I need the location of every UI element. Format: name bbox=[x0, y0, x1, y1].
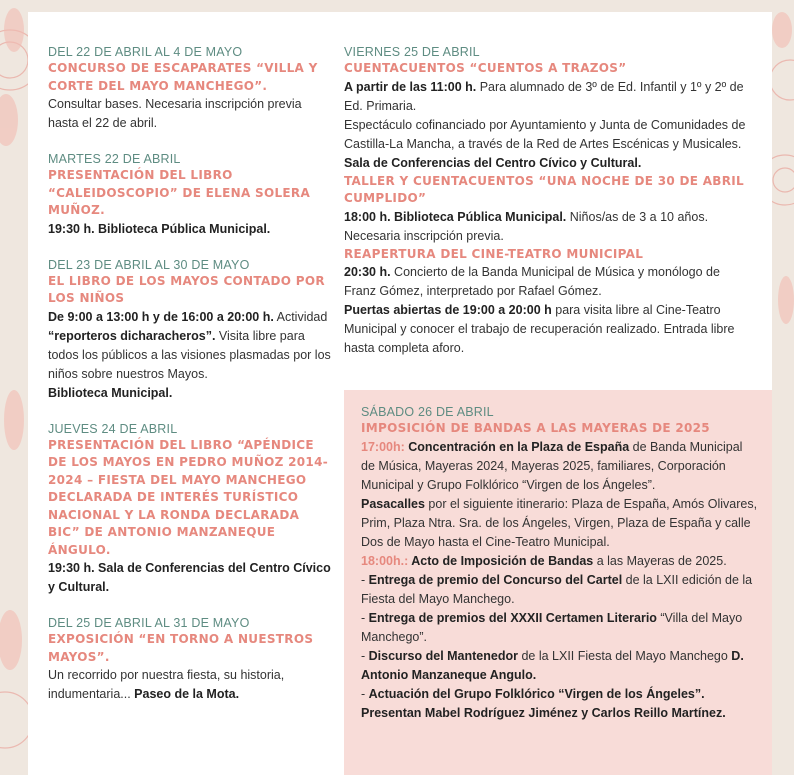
schedule-item bbox=[361, 571, 759, 609]
text-part: Espectáculo cofinanciado por Ayuntamiento y Junta de Comunidades de Castilla-La Mancha, a través de la Red de Artes Escénicas y Musicales. bbox=[344, 117, 746, 151]
text-part: “Villa del Mayo Manchego”. bbox=[361, 610, 743, 644]
text-part: para visita libre al Cine-Teatro Municipal y conocer el trabajo de recuperación realizado. Entrada libre hasta completa aforo. bbox=[344, 303, 735, 355]
event-time-place: 18:00 h. Biblioteca Pública Municipal. bbox=[344, 209, 567, 224]
text-part: Actividad bbox=[273, 309, 328, 324]
event-date: DEL 25 DE ABRIL AL 31 DE MAYO bbox=[48, 616, 250, 630]
presenters bbox=[361, 704, 759, 723]
event-text bbox=[344, 208, 752, 246]
event-time-place: 19:30 h. Sala de Conferencias del Centro Cívico y Cultural. bbox=[48, 561, 331, 594]
event-text bbox=[48, 666, 333, 704]
item-bold: Pasacalles bbox=[361, 496, 425, 511]
event-date: MARTES 22 DE ABRIL bbox=[48, 152, 181, 166]
event-time: A partir de las 11:00 h. bbox=[344, 79, 477, 94]
text-part: de la LXII Fiesta del Mayo Manchego bbox=[517, 648, 728, 663]
item-bold: Actuación del Grupo Folklórico “Virgen de los Ángeles”. bbox=[368, 686, 705, 701]
text-part: Niños/as de 3 a 10 años. Necesaria inscripción previa. bbox=[344, 209, 709, 243]
open-doors: Puertas abiertas de 19:00 a 20:00 h bbox=[344, 303, 552, 317]
event-text bbox=[344, 78, 752, 173]
event-date: SÁBADO 26 DE ABRIL bbox=[361, 405, 494, 419]
schedule-item bbox=[361, 552, 759, 571]
item-bold: Concentración en la Plaza de España bbox=[404, 439, 630, 454]
event-title: CUENTACUENTOS “CUENTOS A TRAZOS” bbox=[344, 61, 627, 75]
event-date: VIERNES 25 DE ABRIL bbox=[344, 45, 480, 59]
text-part: de Banda Municipal de Música, Mayeras 2024, Mayeras 2025, familiares, Corporación Municipal y Grupo Folklórico “Virgen de los Ángeles”. bbox=[361, 439, 743, 492]
event-text bbox=[48, 308, 333, 403]
event-title: EXPOSICIÓN “EN TORNO A NUESTROS MAYOS”. bbox=[48, 632, 314, 664]
dash: - bbox=[361, 648, 369, 663]
item-bold: Presentan Mabel Rodríguez Jiménez y Carlos Reillo Martínez. bbox=[361, 705, 726, 720]
event-time-place: 19:30 h. Biblioteca Pública Municipal. bbox=[48, 221, 271, 236]
event-place: Biblioteca Municipal. bbox=[48, 385, 173, 400]
text-part: a las Mayeras de 2025. bbox=[593, 553, 727, 568]
time-label: 18:00h.: bbox=[361, 553, 409, 568]
item-bold: Entrega de premios del XXXII Certamen Literario bbox=[368, 610, 657, 625]
event-title: CONCURSO DE ESCAPARATES “VILLA Y CORTE DEL MAYO MANCHEGO”. bbox=[48, 61, 318, 93]
schedule-item bbox=[361, 685, 759, 704]
event-place: Sala de Conferencias del Centro Cívico y Cultural. bbox=[344, 155, 642, 170]
item-bold: Entrega de premio del Concurso del Cartel bbox=[368, 572, 623, 587]
text-part: Visita libre para todos los públicos a las visiones plasmadas por los niños sobre nuestros Mayos. bbox=[48, 328, 331, 381]
event-exposicion bbox=[48, 615, 333, 704]
event-caleidoscopio bbox=[48, 151, 333, 239]
event-time: 20:30 h. bbox=[344, 265, 391, 279]
event-date: JUEVES 24 DE ABRIL bbox=[48, 421, 178, 436]
item-bold: D. Antonio Manzaneque Angulo. bbox=[361, 648, 744, 682]
left-column bbox=[48, 44, 333, 704]
schedule-item bbox=[361, 495, 759, 552]
text-part: Concierto de la Banda Municipal de Música y monólogo de Franz Gómez, interpretado por Rafael Gómez. bbox=[344, 265, 720, 298]
event-title: EL LIBRO DE LOS MAYOS CONTADO POR LOS NIÑOS bbox=[48, 273, 325, 305]
schedule-item bbox=[361, 647, 759, 685]
text-part: Para alumnado de 3º de Ed. Infantil y 1º y 2º de Ed. Primaria. bbox=[344, 79, 744, 113]
event-text: Consultar bases. Necesaria inscripción previa hasta el 22 de abril. bbox=[48, 97, 302, 130]
dash: - bbox=[361, 572, 369, 587]
event-place: Paseo de la Mota. bbox=[130, 687, 240, 701]
event-hours: De 9:00 a 13:00 h y de 16:00 a 20:00 h. bbox=[48, 309, 274, 324]
event-title: TALLER Y CUENTACUENTOS “UNA NOCHE DE 30 DE ABRIL CUMPLIDO” bbox=[344, 173, 744, 205]
text-part: por el siguiente itinerario: Plaza de España, Amós Olivares, Prim, Plaza Ntra. Sra. de los Ángeles, Virgen, Plaza de España y calle Dos de Mayo hasta el Cine-Teatro Municipal. bbox=[361, 496, 758, 549]
event-apendice bbox=[48, 421, 333, 598]
saturday-section bbox=[361, 404, 759, 723]
dash: - bbox=[361, 610, 369, 625]
text-part: de la LXII edición de la Fiesta del Mayo Manchego. bbox=[361, 572, 753, 606]
dash: - bbox=[361, 686, 369, 701]
item-bold: Discurso del Mantenedor bbox=[368, 648, 518, 663]
event-date: DEL 22 DE ABRIL AL 4 DE MAYO bbox=[48, 45, 243, 59]
item-bold: Acto de Imposición de Bandas bbox=[408, 553, 594, 568]
right-column bbox=[344, 44, 752, 358]
time-label: 17:00h: bbox=[361, 439, 405, 454]
event-date: DEL 23 DE ABRIL AL 30 DE MAYO bbox=[48, 257, 250, 272]
event-title: IMPOSICIÓN DE BANDAS A LAS MAYERAS DE 2025 bbox=[361, 421, 710, 435]
activity-name: “reporteros dicharacheros”. bbox=[48, 328, 216, 343]
event-text bbox=[344, 263, 752, 358]
schedule-item bbox=[361, 438, 759, 495]
event-title: PRESENTACIÓN DEL LIBRO “APÉNDICE DE LOS MAYOS EN PEDRO MUÑOZ 2014-2024 – FIESTA DEL MAYO MANCHEGO DECLARADA DE INTERÉS TURÍSTICO NACIONAL Y LA RONDA DECLARADA BIC” DE ANTONIO MANZANEQUE ÁNGULO. bbox=[48, 437, 329, 557]
schedule-item bbox=[361, 609, 759, 647]
event-title: PRESENTACIÓN DEL LIBRO “CALEIDOSCOPIO” DE ELENA SOLERA MUÑOZ. bbox=[48, 168, 311, 217]
event-libro-mayos bbox=[48, 257, 333, 403]
event-escaparates bbox=[48, 44, 333, 133]
event-title: REAPERTURA DEL CINE-TEATRO MUNICIPAL bbox=[344, 246, 644, 261]
text-part: Un recorrido por nuestra fiesta, su historia, indumentaria... bbox=[48, 668, 285, 701]
